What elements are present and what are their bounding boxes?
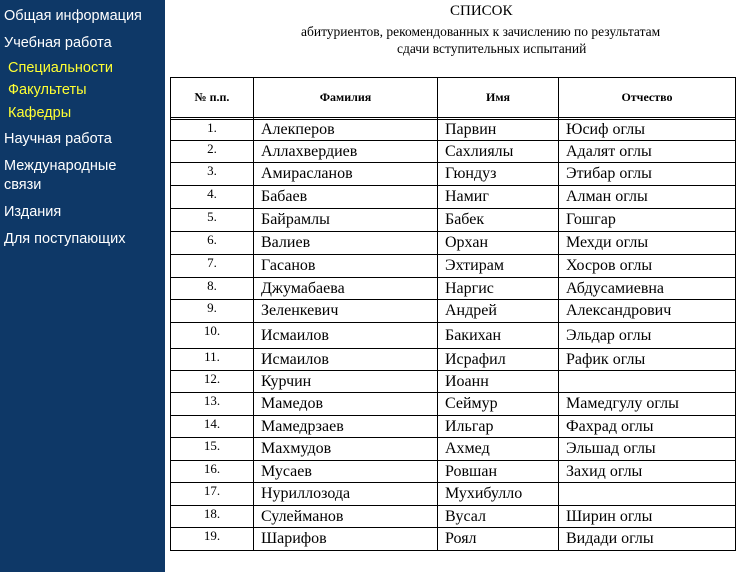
cell-surname: Исмаилов — [254, 349, 438, 371]
cell-number: 16. — [171, 461, 254, 483]
cell-number: 17. — [171, 483, 254, 506]
table-row — [171, 209, 736, 232]
cell-number: 2. — [171, 141, 254, 163]
table-row — [171, 323, 736, 349]
cell-name: Эхтирам — [438, 255, 559, 278]
cell-name: Сеймур — [438, 393, 559, 416]
cell-patronymic: Мехди оглы — [559, 232, 736, 255]
cell-name: Наргис — [438, 278, 559, 300]
table-row — [171, 461, 736, 483]
cell-patronymic: Гошгар — [559, 209, 736, 232]
cell-surname: Мамедрзаев — [254, 416, 438, 438]
cell-patronymic: Алман оглы — [559, 186, 736, 209]
cell-patronymic: Адалят оглы — [559, 141, 736, 163]
cell-number: 18. — [171, 506, 254, 528]
cell-number: 8. — [171, 278, 254, 300]
nav-specialties[interactable]: Специальности — [8, 60, 113, 76]
cell-surname: Алекперов — [254, 120, 438, 141]
nav-departments[interactable]: Кафедры — [8, 105, 72, 121]
table-row — [171, 371, 736, 393]
col-header-patronymic: Отчество — [559, 78, 736, 118]
cell-surname: Бабаев — [254, 186, 438, 209]
cell-patronymic: Эльдар оглы — [559, 323, 736, 349]
cell-patronymic: Видади оглы — [559, 528, 736, 551]
table-row — [171, 483, 736, 506]
cell-number: 14. — [171, 416, 254, 438]
cell-number: 6. — [171, 232, 254, 255]
table-row — [171, 232, 736, 255]
cell-number: 19. — [171, 528, 254, 551]
cell-patronymic: Абдусамиевна — [559, 278, 736, 300]
cell-patronymic: Хосров оглы — [559, 255, 736, 278]
sidebar-nav — [0, 0, 165, 572]
nav-international-line2[interactable]: связи — [4, 177, 42, 193]
nav-general-info[interactable]: Общая информация — [4, 8, 142, 24]
cell-patronymic — [559, 371, 736, 393]
table-row — [171, 438, 736, 461]
table-row — [171, 255, 736, 278]
cell-number: 12. — [171, 371, 254, 393]
cell-name: Парвин — [438, 120, 559, 141]
cell-number: 9. — [171, 300, 254, 323]
cell-name: Роял — [438, 528, 559, 551]
cell-patronymic: Эльшад оглы — [559, 438, 736, 461]
cell-number: 3. — [171, 163, 254, 186]
col-header-name: Имя — [438, 78, 559, 118]
cell-surname: Валиев — [254, 232, 438, 255]
cell-name: Ильгар — [438, 416, 559, 438]
page-subtitle-1: абитуриентов, рекомендованных к зачислению по результатам — [301, 24, 661, 39]
table-row — [171, 163, 736, 186]
col-header-number: № п.п. — [171, 78, 254, 118]
cell-name: Мухибулло — [438, 483, 559, 506]
table-row — [171, 186, 736, 209]
cell-patronymic: Юсиф оглы — [559, 120, 736, 141]
cell-patronymic: Мамедгулу оглы — [559, 393, 736, 416]
cell-surname: Сулейманов — [254, 506, 438, 528]
cell-surname: Аллахвердиев — [254, 141, 438, 163]
cell-name: Ахмед — [438, 438, 559, 461]
cell-surname: Шарифов — [254, 528, 438, 551]
cell-patronymic — [559, 483, 736, 506]
cell-patronymic: Этибар оглы — [559, 163, 736, 186]
page-title: СПИСОК — [450, 3, 513, 19]
cell-name: Сахлиялы — [438, 141, 559, 163]
cell-patronymic: Ширин оглы — [559, 506, 736, 528]
cell-surname: Гасанов — [254, 255, 438, 278]
table-row — [171, 300, 736, 323]
cell-surname: Зеленкевич — [254, 300, 438, 323]
table-row — [171, 416, 736, 438]
nav-faculties[interactable]: Факультеты — [8, 82, 87, 98]
cell-patronymic: Захид оглы — [559, 461, 736, 483]
cell-name: Вусал — [438, 506, 559, 528]
cell-name: Орхан — [438, 232, 559, 255]
cell-name: Бабек — [438, 209, 559, 232]
cell-number: 15. — [171, 438, 254, 461]
cell-name: Ровшан — [438, 461, 559, 483]
cell-surname: Махмудов — [254, 438, 438, 461]
cell-surname: Курчин — [254, 371, 438, 393]
cell-name: Бакихан — [438, 323, 559, 349]
cell-number: 4. — [171, 186, 254, 209]
cell-number: 7. — [171, 255, 254, 278]
cell-name: Намиг — [438, 186, 559, 209]
cell-patronymic: Фахрад оглы — [559, 416, 736, 438]
cell-surname: Джумабаева — [254, 278, 438, 300]
table-row — [171, 393, 736, 416]
applicants-table — [170, 77, 736, 551]
nav-academic-work[interactable]: Учебная работа — [4, 35, 112, 51]
table-body — [171, 118, 736, 551]
cell-name: Иоанн — [438, 371, 559, 393]
cell-name: Исрафил — [438, 349, 559, 371]
nav-publications[interactable]: Издания — [4, 204, 62, 220]
page-subtitle-2: сдачи вступительных испытаний — [397, 41, 587, 56]
cell-number: 10. — [171, 323, 254, 349]
cell-number: 11. — [171, 349, 254, 371]
cell-patronymic: Рафик оглы — [559, 349, 736, 371]
table-row — [171, 349, 736, 371]
table-row — [171, 278, 736, 300]
nav-applicants[interactable]: Для поступающих — [4, 231, 126, 247]
cell-patronymic: Александрович — [559, 300, 736, 323]
table-row — [171, 506, 736, 528]
cell-number: 5. — [171, 209, 254, 232]
cell-surname: Исмаилов — [254, 323, 438, 349]
cell-surname: Байрамлы — [254, 209, 438, 232]
cell-surname: Мамедов — [254, 393, 438, 416]
cell-surname: Мусаев — [254, 461, 438, 483]
table-row — [171, 141, 736, 163]
cell-number: 1. — [171, 120, 254, 141]
nav-international[interactable]: Международные — [4, 158, 117, 174]
table-row — [171, 120, 736, 141]
cell-surname: Нуриллозода — [254, 483, 438, 506]
cell-number: 13. — [171, 393, 254, 416]
col-header-surname: Фамилия — [254, 78, 438, 118]
cell-name: Гюндуз — [438, 163, 559, 186]
table-row — [171, 528, 736, 551]
cell-name: Андрей — [438, 300, 559, 323]
nav-research[interactable]: Научная работа — [4, 131, 112, 147]
cell-surname: Амирасланов — [254, 163, 438, 186]
